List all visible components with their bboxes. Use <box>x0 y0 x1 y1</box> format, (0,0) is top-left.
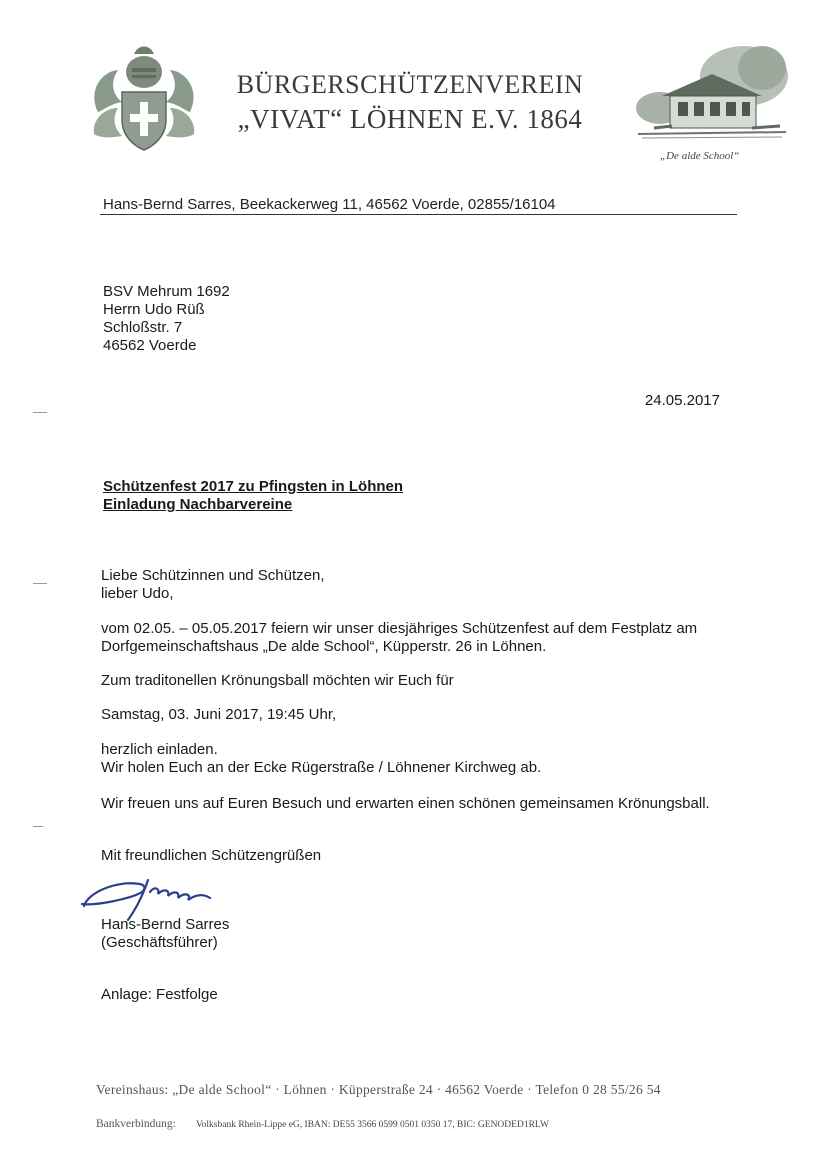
attachment-note: Anlage: Festfolge <box>101 986 218 1003</box>
subject-line-1: Schützenfest 2017 zu Pfingsten in Löhnen <box>103 478 404 495</box>
recipient-line-2: Herrn Udo Rüß <box>103 301 205 318</box>
paragraph-4: Wir freuen uns auf Euren Besuch und erwarten einen schönen gemeinsamen Krönungsball. <box>101 795 710 812</box>
paragraph-3-line-2: Wir holen Euch an der Ecke Rügerstraße / Löhnener Kirchweg ab. <box>101 759 542 776</box>
sender-line: Hans-Bernd Sarres, Beekackerweg 11, 46562 Voerde, 02855/16104 <box>103 196 556 213</box>
salutation-1: Liebe Schützinnen und Schützen, <box>101 567 325 584</box>
recipient-line-3: Schloßstr. 7 <box>103 319 183 336</box>
paragraph-2: Zum traditonellen Krönungsball möchten wir Euch für <box>101 672 454 689</box>
recipient-line-4: 46562 Voerde <box>103 337 197 354</box>
paragraph-1-line-1: vom 02.05. – 05.05.2017 feiern wir unser diesjähriges Schützenfest auf dem Festplatz am <box>101 620 698 637</box>
school-sketch-image <box>632 38 792 153</box>
salutation-2: lieber Udo, <box>101 585 174 602</box>
footer-bank-label: Bankverbindung: <box>96 1118 176 1130</box>
paragraph-1-line-2: Dorfgemeinschaftshaus „De alde School“, Küpperstr. 26 in Löhnen. <box>101 638 547 655</box>
footer-address: Vereinshaus: „De alde School“ · Löhnen · Küpperstraße 24 · 46562 Voerde · Telefon 0 28 55/26 54 <box>96 1082 661 1097</box>
club-crest-image <box>88 42 200 157</box>
recipient-line-1: BSV Mehrum 1692 <box>103 283 230 300</box>
fold-mark-bottom <box>33 826 43 827</box>
footer-bank-details: Volksbank Rhein-Lippe eG, IBAN: DE55 3566 0599 0501 0350 17, BIC: GENODED1RLW <box>196 1120 549 1130</box>
closing: Mit freundlichen Schützengrüßen <box>101 847 322 864</box>
sender-divider <box>100 214 737 215</box>
club-name-line2: „VIVAT“ LÖHNEN E.V. 1864 <box>237 104 583 134</box>
school-caption: „De alde School“ <box>660 150 740 162</box>
signer-name: Hans-Bernd Sarres <box>101 916 230 933</box>
signer-title: (Geschäftsführer) <box>101 934 218 951</box>
subject-line-2: Einladung Nachbarvereine <box>103 496 293 513</box>
letter-date: 24.05.2017 <box>644 392 720 409</box>
club-name-line1: BÜRGERSCHÜTZENVEREIN <box>236 70 584 99</box>
fold-mark-top <box>33 412 47 413</box>
event-date: Samstag, 03. Juni 2017, 19:45 Uhr, <box>101 706 337 723</box>
paragraph-3-line-1: herzlich einladen. <box>101 741 218 758</box>
punch-mark <box>33 583 47 584</box>
